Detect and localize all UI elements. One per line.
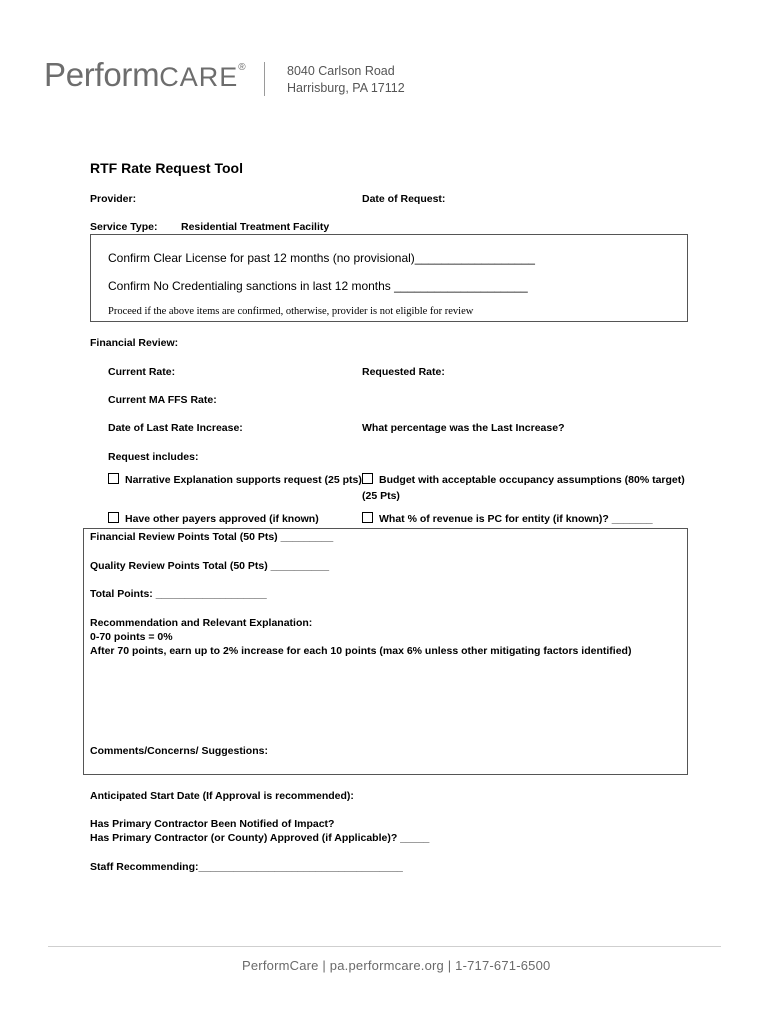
staff-recommending-label: Staff Recommending:___________________________________ — [90, 861, 403, 873]
confirm-credentialing-line: Confirm No Credentialing sanctions in last 12 months ____________________ — [108, 279, 528, 293]
narrative-checkbox-label: Narrative Explanation supports request (25 pts) — [125, 474, 362, 486]
budget-points-label: (25 Pts) — [362, 490, 400, 502]
proceed-note: Proceed if the above items are confirmed, otherwise, provider is not eligible for review — [108, 306, 474, 317]
pct-revenue-checkbox-label: What % of revenue is PC for entity (if known)? _______ — [379, 513, 653, 525]
logo-text-care: CARE — [159, 62, 239, 92]
budget-checkbox-row[interactable] — [362, 473, 685, 486]
anticipated-start-date-label: Anticipated Start Date (If Approval is recommended): — [90, 790, 354, 802]
financial-points-total: Financial Review Points Total (50 Pts) _________ — [90, 531, 334, 543]
checkbox-icon[interactable] — [362, 473, 373, 484]
address-line-1: 8040 Carlson Road — [287, 64, 395, 78]
page-title: RTF Rate Request Tool — [90, 160, 243, 176]
provider-label: Provider: — [90, 193, 137, 205]
recommendation-label: Recommendation and Relevant Explanation: — [90, 617, 313, 629]
contractor-approved-label: Has Primary Contractor (or County) Approved (if Applicable)? _____ — [90, 832, 430, 844]
other-payers-checkbox-row[interactable] — [108, 512, 319, 525]
current-ma-ffs-rate-label: Current MA FFS Rate: — [108, 394, 217, 406]
logo-registered-mark: ® — [238, 62, 246, 73]
checkbox-icon[interactable] — [108, 512, 119, 523]
date-last-increase-label: Date of Last Rate Increase: — [108, 422, 243, 434]
narrative-checkbox-row[interactable] — [108, 473, 362, 486]
requested-rate-label: Requested Rate: — [362, 366, 445, 378]
checkbox-icon[interactable] — [108, 473, 119, 484]
performcare-logo — [44, 56, 245, 94]
financial-review-heading: Financial Review: — [90, 337, 179, 349]
contractor-notified-label: Has Primary Contractor Been Notified of Impact? — [90, 818, 335, 830]
rule-0-70: 0-70 points = 0% — [90, 631, 173, 643]
quality-points-total: Quality Review Points Total (50 Pts) __________ — [90, 560, 330, 572]
pct-last-increase-label: What percentage was the Last Increase? — [362, 422, 565, 434]
checkbox-icon[interactable] — [362, 512, 373, 523]
header-divider — [264, 62, 265, 96]
budget-checkbox-label: Budget with acceptable occupancy assumptions (80% target) — [379, 474, 685, 486]
request-includes-label: Request includes: — [108, 451, 199, 463]
current-rate-label: Current Rate: — [108, 366, 176, 378]
pct-revenue-checkbox-row[interactable] — [362, 512, 653, 525]
confirm-license-line: Confirm Clear License for past 12 months (no provisional)__________________ — [108, 251, 535, 265]
comments-label: Comments/Concerns/ Suggestions: — [90, 745, 268, 757]
service-type-label: Service Type: — [90, 221, 158, 233]
service-type-value: Residential Treatment Facility — [181, 221, 330, 233]
footer-contact: PerformCare | pa.performcare.org | 1-717-671-6500 — [242, 958, 551, 973]
logo-text-perform: Perform — [44, 56, 160, 93]
footer-divider — [48, 946, 721, 947]
other-payers-checkbox-label: Have other payers approved (if known) — [125, 513, 319, 525]
rule-after-70: After 70 points, earn up to 2% increase for each 10 points (max 6% unless other mitigating factors identified) — [90, 645, 632, 657]
address-line-2: Harrisburg, PA 17112 — [287, 81, 405, 95]
date-of-request-label: Date of Request: — [362, 193, 446, 205]
total-points: Total Points: ___________________ — [90, 588, 267, 600]
